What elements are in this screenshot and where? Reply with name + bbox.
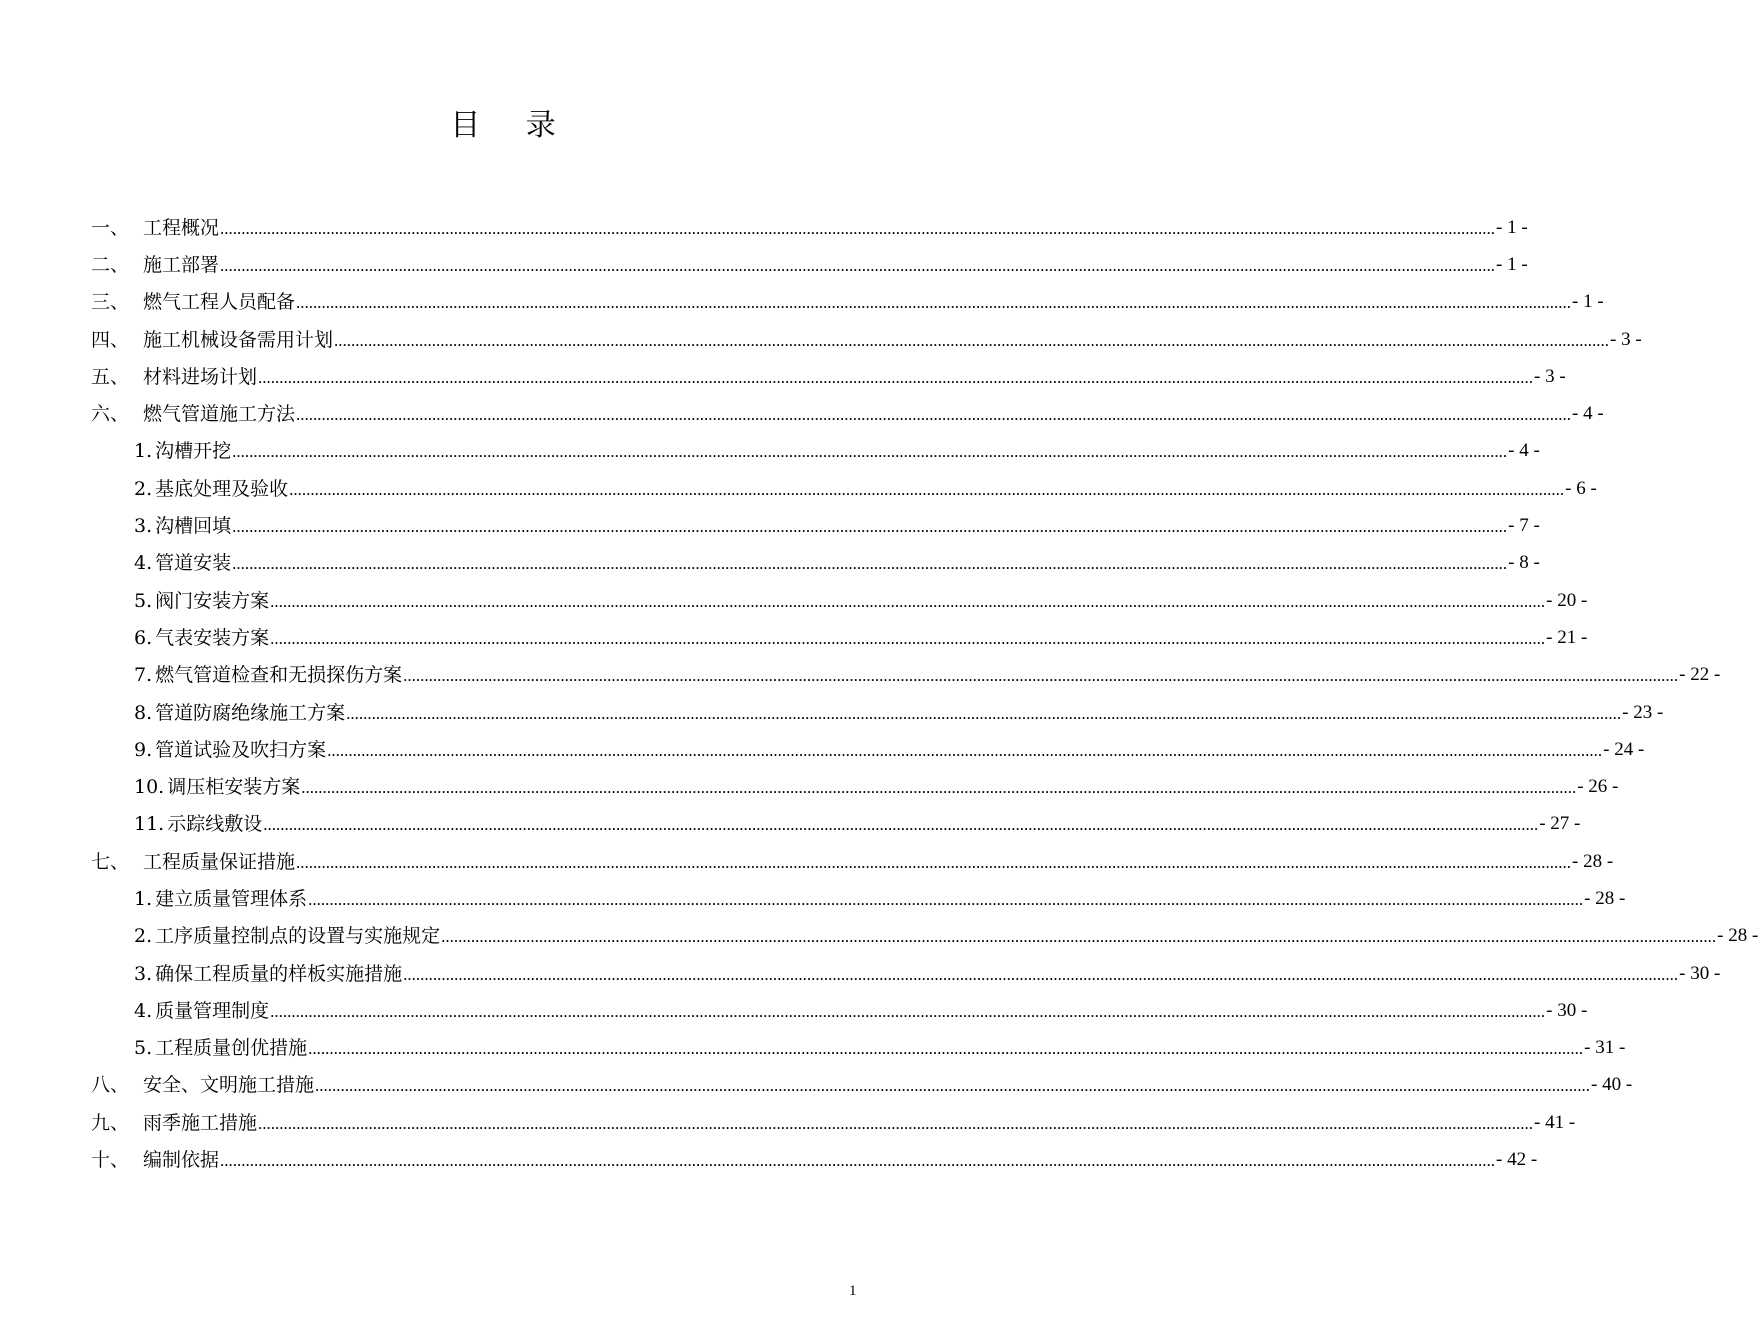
toc-entry[interactable] <box>91 209 1528 246</box>
toc-entry-number: 2. <box>134 477 153 500</box>
toc-entry-number: 5. <box>134 589 153 612</box>
toc-entry-page: - 24 - <box>1603 738 1645 760</box>
toc-entry[interactable] <box>91 246 1528 283</box>
toc-entry-page: - 1 - <box>1496 253 1528 275</box>
toc-entry-number: 5. <box>134 1037 153 1060</box>
toc-dot-leader: ............................................................................................................................................................................................................................................................................................................ <box>220 255 1496 275</box>
toc-dot-leader: ............................................................................................................................................................................................................................................................................................................ <box>327 740 1603 760</box>
toc-dot-leader: ............................................................................................................................................................................................................................................................................................................ <box>220 218 1496 238</box>
toc-entry-label: 工程概况 <box>143 216 220 239</box>
toc-entry-page: - 8 - <box>1508 552 1540 574</box>
toc-entry-page: - 20 - <box>1546 589 1588 611</box>
toc-entry-page: - 1 - <box>1572 291 1604 313</box>
toc-entry-number: 3. <box>134 515 153 538</box>
toc-entry[interactable] <box>91 1141 1538 1178</box>
toc-entry-page: - 30 - <box>1679 962 1721 984</box>
toc-entry-page: - 3 - <box>1534 365 1566 387</box>
toc-entry-page: - 28 - <box>1717 925 1758 947</box>
toc-entry-label: 燃气工程人员配备 <box>143 291 296 314</box>
toc-entry-page: - 27 - <box>1539 813 1581 835</box>
toc-subentry[interactable] <box>91 545 1540 582</box>
toc-entry-label: 确保工程质量的样板实施措施 <box>155 962 403 985</box>
toc-entry-number: 10. <box>134 776 165 799</box>
toc-dot-leader: ............................................................................................................................................................................................................................................................................................................ <box>232 442 1508 462</box>
toc-entry-page: - 28 - <box>1572 850 1614 872</box>
toc-entry-number: 三、 <box>91 291 130 314</box>
toc-subentry[interactable] <box>91 992 1588 1029</box>
toc-entry-page: - 23 - <box>1622 701 1664 723</box>
toc-dot-leader: ............................................................................................................................................................................................................................................................................................................ <box>289 479 1565 499</box>
toc-entry-page: - 26 - <box>1577 776 1619 798</box>
toc-dot-leader: ............................................................................................................................................................................................................................................................................................................ <box>270 628 1546 648</box>
toc-entry-label: 施工机械设备需用计划 <box>143 328 334 351</box>
page-number: 1 <box>849 1283 857 1299</box>
toc-entry-label: 调压柜安装方案 <box>167 776 301 799</box>
toc-entry-number: 1. <box>134 440 153 463</box>
toc-entry-number: 11. <box>134 813 165 836</box>
toc-subentry[interactable] <box>91 918 1758 955</box>
toc-entry[interactable] <box>91 321 1642 358</box>
toc-entry-page: - 42 - <box>1496 1149 1538 1171</box>
toc-entry-page: - 22 - <box>1679 664 1721 686</box>
toc-entry-label: 阀门安装方案 <box>155 589 270 612</box>
toc-entry-label: 管道防腐绝缘施工方案 <box>155 701 346 724</box>
toc-dot-leader: ............................................................................................................................................................................................................................................................................................................ <box>301 778 1577 798</box>
toc-subentry[interactable] <box>91 731 1645 768</box>
toc-subentry[interactable] <box>91 955 1721 992</box>
toc-entry-number: 9. <box>134 738 153 761</box>
toc-entry-page: - 40 - <box>1591 1074 1633 1096</box>
toc-dot-leader: ............................................................................................................................................................................................................................................................................................................ <box>315 1076 1591 1096</box>
toc-dot-leader: ............................................................................................................................................................................................................................................................................................................ <box>403 964 1679 984</box>
toc-entry-page: - 21 - <box>1546 626 1588 648</box>
toc-entry-page: - 3 - <box>1610 328 1642 350</box>
toc-entry-page: - 41 - <box>1534 1111 1576 1133</box>
toc-subentry[interactable] <box>91 694 1664 731</box>
toc-entry-page: - 4 - <box>1508 440 1540 462</box>
toc-dot-leader: ............................................................................................................................................................................................................................................................................................................ <box>263 815 1539 835</box>
toc-entry-label: 安全、文明施工措施 <box>143 1074 315 1097</box>
toc-subentry[interactable] <box>91 582 1588 619</box>
toc-entry-number: 7. <box>134 664 153 687</box>
toc-title: 目 录 <box>450 108 574 143</box>
toc-entry[interactable] <box>91 358 1566 395</box>
toc-subentry[interactable] <box>91 470 1597 507</box>
toc-entry[interactable] <box>91 1067 1633 1104</box>
toc-dot-leader: ............................................................................................................................................................................................................................................................................................................ <box>270 1001 1546 1021</box>
table-of-contents <box>91 209 1758 1179</box>
toc-entry[interactable] <box>91 284 1604 321</box>
toc-dot-leader: ............................................................................................................................................................................................................................................................................................................ <box>334 330 1610 350</box>
toc-entry-number: 五、 <box>91 365 130 388</box>
toc-subentry[interactable] <box>91 433 1540 470</box>
toc-entry-number: 一、 <box>91 216 130 239</box>
toc-entry-label: 气表安装方案 <box>155 626 270 649</box>
toc-entry-label: 燃气管道施工方法 <box>143 403 296 426</box>
toc-entry-label: 沟槽开挖 <box>155 440 232 463</box>
toc-entry-number: 九、 <box>91 1111 130 1134</box>
toc-entry-number: 四、 <box>91 328 130 351</box>
toc-dot-leader: ............................................................................................................................................................................................................................................................................................................ <box>296 293 1572 313</box>
toc-entry-page: - 6 - <box>1565 477 1597 499</box>
toc-entry-page: - 31 - <box>1584 1037 1626 1059</box>
toc-dot-leader: ............................................................................................................................................................................................................................................................................................................ <box>296 852 1572 872</box>
toc-dot-leader: ............................................................................................................................................................................................................................................................................................................ <box>232 517 1508 537</box>
toc-dot-leader: ............................................................................................................................................................................................................................................................................................................ <box>220 1151 1496 1171</box>
toc-entry-number: 4. <box>134 552 153 575</box>
toc-subentry[interactable] <box>91 657 1721 694</box>
toc-entry-page: - 7 - <box>1508 515 1540 537</box>
toc-entry-label: 质量管理制度 <box>155 999 270 1022</box>
toc-entry-number: 2. <box>134 925 153 948</box>
toc-entry[interactable] <box>91 1104 1576 1141</box>
toc-entry-label: 雨季施工措施 <box>143 1111 258 1134</box>
toc-dot-leader: ............................................................................................................................................................................................................................................................................................................ <box>258 367 1534 387</box>
toc-entry-label: 基底处理及验收 <box>155 477 289 500</box>
toc-entry-label: 工序质量控制点的设置与实施规定 <box>155 925 441 948</box>
toc-entry-number: 八、 <box>91 1074 130 1097</box>
toc-dot-leader: ............................................................................................................................................................................................................................................................................................................ <box>258 1113 1534 1133</box>
toc-entry-page: - 4 - <box>1572 403 1604 425</box>
toc-subentry[interactable] <box>91 806 1581 843</box>
toc-entry-page: - 30 - <box>1546 999 1588 1021</box>
toc-entry-number: 6. <box>134 626 153 649</box>
toc-entry-number: 二、 <box>91 253 130 276</box>
toc-dot-leader: ............................................................................................................................................................................................................................................................................................................ <box>346 703 1622 723</box>
toc-dot-leader: ............................................................................................................................................................................................................................................................................................................ <box>270 591 1546 611</box>
toc-entry-label: 燃气管道检查和无损探伤方案 <box>155 664 403 687</box>
toc-entry-page: - 28 - <box>1584 887 1626 909</box>
toc-entry-label: 施工部署 <box>143 253 220 276</box>
toc-subentry[interactable] <box>91 619 1588 656</box>
toc-entry-number: 1. <box>134 887 153 910</box>
toc-entry-number: 8. <box>134 701 153 724</box>
toc-entry-label: 示踪线敷设 <box>167 813 263 836</box>
toc-entry-label: 管道试验及吹扫方案 <box>155 738 327 761</box>
toc-subentry[interactable] <box>91 507 1540 544</box>
toc-entry-label: 编制依据 <box>143 1149 220 1172</box>
toc-entry-label: 沟槽回填 <box>155 515 232 538</box>
toc-entry-number: 六、 <box>91 403 130 426</box>
toc-dot-leader: ............................................................................................................................................................................................................................................................................................................ <box>403 666 1679 686</box>
toc-entry-number: 七、 <box>91 850 130 873</box>
toc-subentry[interactable] <box>91 1030 1626 1067</box>
toc-dot-leader: ............................................................................................................................................................................................................................................................................................................ <box>441 927 1717 947</box>
toc-entry[interactable] <box>91 395 1604 432</box>
toc-subentry[interactable] <box>91 880 1626 917</box>
toc-dot-leader: ............................................................................................................................................................................................................................................................................................................ <box>308 1039 1584 1059</box>
toc-dot-leader: ............................................................................................................................................................................................................................................................................................................ <box>296 405 1572 425</box>
toc-entry-number: 十、 <box>91 1149 130 1172</box>
toc-entry-number: 3. <box>134 962 153 985</box>
toc-entry-label: 管道安装 <box>155 552 232 575</box>
toc-entry-label: 材料进场计划 <box>143 365 258 388</box>
toc-entry-label: 工程质量保证措施 <box>143 850 296 873</box>
toc-subentry[interactable] <box>91 768 1619 805</box>
toc-dot-leader: ............................................................................................................................................................................................................................................................................................................ <box>232 554 1508 574</box>
toc-entry[interactable] <box>91 843 1614 880</box>
toc-entry-label: 工程质量创优措施 <box>155 1037 308 1060</box>
toc-entry-number: 4. <box>134 999 153 1022</box>
toc-entry-label: 建立质量管理体系 <box>155 887 308 910</box>
toc-entry-page: - 1 - <box>1496 216 1528 238</box>
toc-dot-leader: ............................................................................................................................................................................................................................................................................................................ <box>308 889 1584 909</box>
